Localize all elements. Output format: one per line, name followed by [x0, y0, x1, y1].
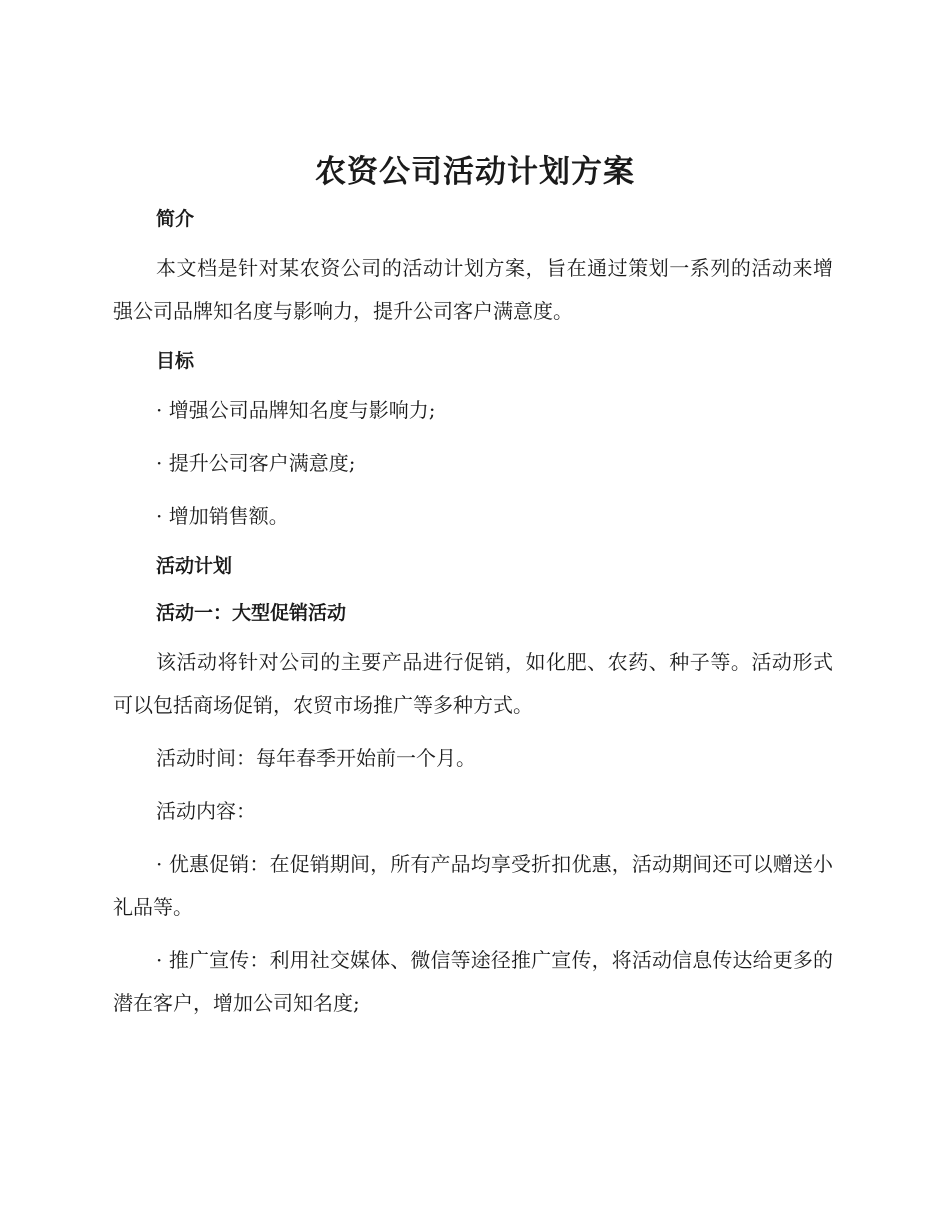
- document-body: [113, 202, 833, 1025]
- activity-one-item: · 推广宣传：利用社交媒体、微信等途径推广宣传，将活动信息传达给更多的潜在客户，增加公司知名度;: [113, 948, 833, 1015]
- activity-one-time: 活动时间：每年春季开始前一个月。: [156, 746, 476, 770]
- section-heading-goals: 目标: [156, 350, 195, 372]
- goal-item: · 提升公司客户满意度;: [156, 451, 356, 475]
- activity-one-item: · 优惠促销：在促销期间，所有产品均享受折扣优惠，活动期间还可以赠送小礼品等。: [113, 852, 833, 919]
- section-heading-intro: 简介: [156, 208, 195, 230]
- activity-one-content-label: 活动内容：: [156, 799, 256, 823]
- activity-one-paragraph: 该活动将针对公司的主要产品进行促销，如化肥、农药、种子等。活动形式可以包括商场促销，农贸市场推广等多种方式。: [113, 650, 833, 717]
- section-heading-plan: 活动计划: [156, 555, 233, 577]
- activity-one-heading: 活动一：大型促销活动: [156, 602, 347, 624]
- goal-item: · 增强公司品牌知名度与影响力;: [156, 398, 436, 422]
- intro-paragraph: 本文档是针对某农资公司的活动计划方案，旨在通过策划一系列的活动来增强公司品牌知名度与影响力，提升公司客户满意度。: [113, 256, 833, 323]
- document-title: 农资公司活动计划方案: [315, 154, 635, 190]
- goal-item: · 增加销售额。: [156, 504, 289, 528]
